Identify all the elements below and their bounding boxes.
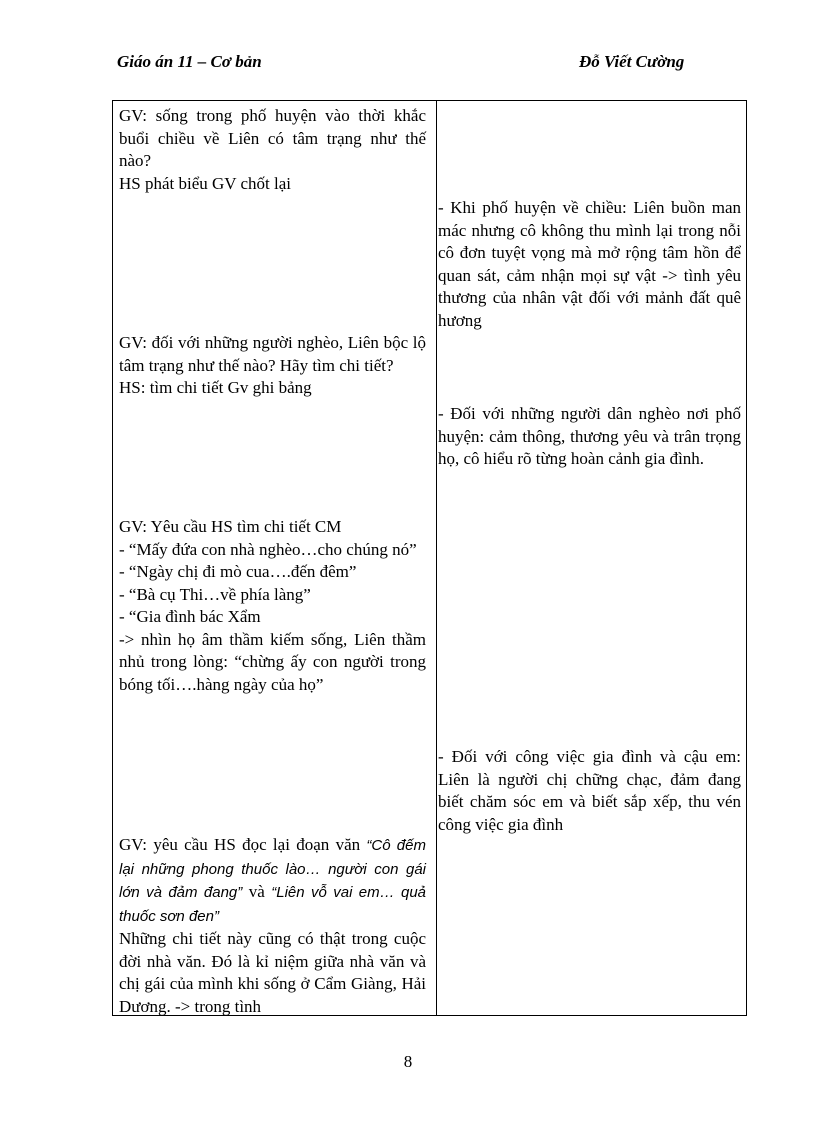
left-paragraph: -> nhìn họ âm thầm kiếm sống, Liên thầm nhủ trong lòng: “chừng ấy con người trong bóng tối….hàng ngày của họ” bbox=[119, 629, 426, 694]
quote-text: “Liên vỗ vai em… quả thuốc sơn đen” bbox=[119, 884, 427, 925]
right-block-3 bbox=[438, 746, 741, 836]
left-paragraph: HS phát biểu GV chốt lại bbox=[119, 173, 292, 193]
right-block-1 bbox=[438, 197, 741, 332]
column-divider bbox=[436, 101, 437, 1015]
lesson-table bbox=[112, 100, 747, 1016]
left-paragraph: GV: sống trong phố huyện vào thời khắc buổi chiều về Liên có tâm trạng như thế nào? bbox=[119, 106, 426, 170]
left-paragraph: - “Bà cụ Thi…về phía làng” bbox=[119, 584, 311, 604]
left-paragraph: Những chi tiết này cũng có thật trong cuộc đời nhà văn. Đó là kỉ niệm giữa nhà văn và chị gái của mình khi sống ở Cẩm Giàng, Hải Dương. -> trong tình bbox=[119, 929, 426, 1016]
right-paragraph: - Đối với những người dân nghèo nơi phố huyện: cảm thông, thương yêu và trân trọng họ, cô hiểu rõ từng hoàn cảnh gia đình. bbox=[438, 404, 741, 468]
header-author: Đỗ Viết Cường bbox=[579, 52, 685, 71]
left-paragraph: GV: đối với những người nghèo, Liên bộc lộ tâm trạng như thế nào? Hãy tìm chi tiết? bbox=[119, 333, 426, 375]
left-block-4 bbox=[119, 834, 426, 1018]
page-number: 8 bbox=[403, 1052, 413, 1071]
left-paragraph: GV: Yêu cầu HS tìm chi tiết CM bbox=[119, 517, 342, 536]
header-title: Giáo án 11 – Cơ bản bbox=[117, 52, 262, 71]
left-block-1 bbox=[119, 105, 426, 195]
left-text: và bbox=[242, 882, 272, 901]
right-paragraph: - Khi phố huyện về chiều: Liên buồn man mác nhưng cô không thu mình lại trong nỗi cô đơn tuyệt vọng mà mở rộng tâm hồn để quan sát, cảm nhận mọi sự vật -> tình yêu thương của nhân vật đối với mảnh đất quê hương bbox=[438, 198, 741, 330]
left-block-2 bbox=[119, 332, 426, 400]
quote-text: “Cô đếm lại những phong thuốc lào… người con gái lớn và đảm đang” bbox=[119, 837, 426, 901]
left-paragraph: - “Ngày chị đi mò cua….đến đêm” bbox=[119, 562, 357, 581]
right-block-2 bbox=[438, 403, 741, 471]
left-paragraph: - “Mấy đứa con nhà nghèo…cho chúng nó” bbox=[119, 539, 417, 559]
left-paragraph bbox=[119, 834, 426, 928]
left-paragraph: HS: tìm chi tiết Gv ghi bảng bbox=[119, 378, 312, 397]
left-block-3 bbox=[119, 516, 426, 696]
left-paragraph: - “Gia đình bác Xẩm bbox=[119, 607, 261, 626]
right-paragraph: - Đối với công việc gia đình và cậu em: Liên là người chị chững chạc, đảm đang biết chăm sóc em và biết sắp xếp, thu vén công việc gia đình bbox=[438, 747, 741, 834]
left-text: GV: yêu cầu HS đọc lại đoạn văn bbox=[119, 835, 367, 854]
